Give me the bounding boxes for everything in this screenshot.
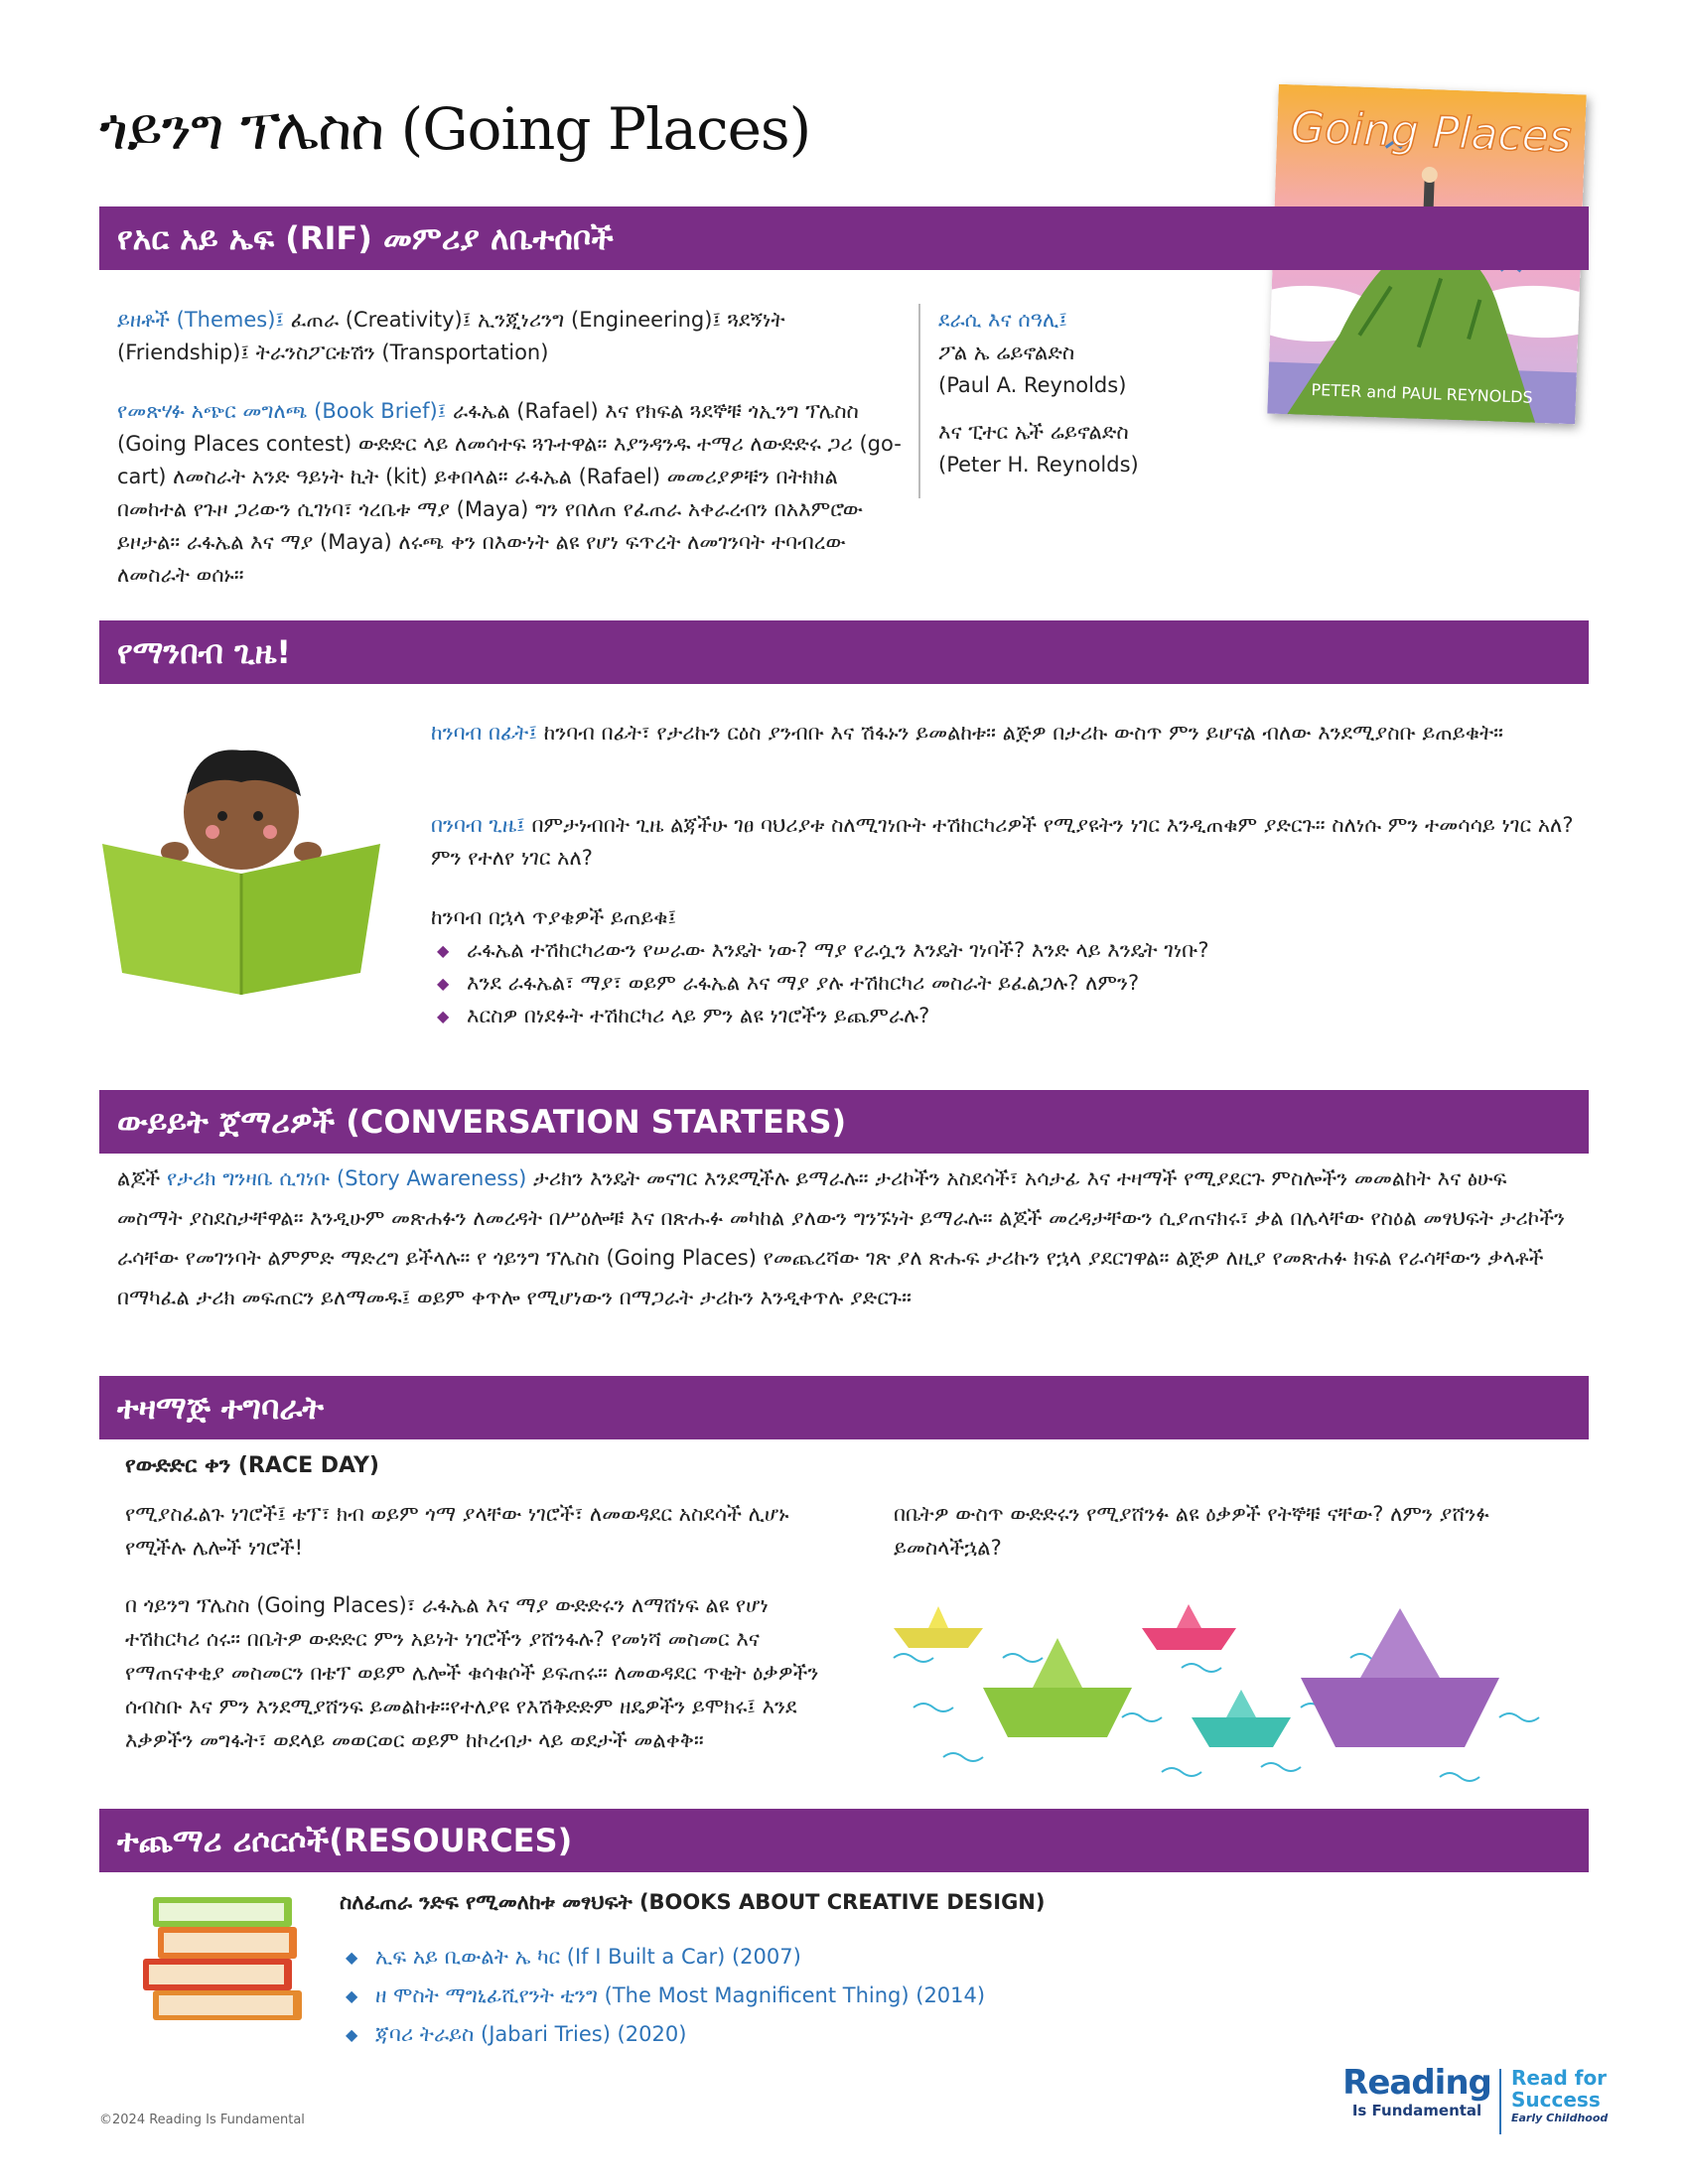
before-reading-label: ከንባብ በፊት፤ xyxy=(431,721,537,745)
book-stack-illustration xyxy=(133,1891,312,2030)
list-item: ◆ ራፋኤል ተሽከርካሪውን የሠራው እንዴት ነው? ማያ የራሷን እንዴት ገነባች? እንድ ላይ እንዴት ገነቡ? xyxy=(437,938,1209,962)
before-reading-text: ከንባብ በፊት፣ የታሪኩን ርዕስ ያንብቡ እና ሽፋኑን ይመልከቱ። ልጅዎ በታሪኩ ውስጥ ምን ይሆናል ብለው እንደሚያስቡ ይጠይቁት። xyxy=(543,721,1503,745)
list-item: ◆ እርስዎ በነደፉት ተሽከርካሪ ላይ ምን ልዩ ነገሮችን ይጨምራሉ? xyxy=(437,1004,930,1027)
list-item: ◆ ዘ ሞስት ማግኒፊሺየንት ቲንግ (The Most Magnificent Thing) (2014) xyxy=(346,1983,986,2007)
section-header-resources: ተጨማሪ ሪሶርሶች(RESOURCES) xyxy=(99,1809,1589,1872)
list-item: ◆ ጃባሪ ትራይስ (Jabari Tries) (2020) xyxy=(346,2022,687,2046)
conversation-intro: ልጆች xyxy=(117,1166,161,1190)
authors-block xyxy=(938,304,1236,481)
cover-authors: PETER and PAUL REYNOLDS xyxy=(1311,380,1533,407)
themes-label: ይዘቶች (Themes)፤ xyxy=(117,308,285,332)
rfs-logo-line3: Early Childhood xyxy=(1511,2112,1609,2124)
conversation-paragraph xyxy=(117,1159,1577,1317)
activity-question: በቤትዎ ውስጥ ውድድሩን የሚያሸንፉ ልዩ ዕቃዎች የትኞቹ ናቸው? ለምን ያሸንፉ ይመስላችኋል? xyxy=(894,1502,1489,1560)
rif-logo-line1: Reading xyxy=(1342,2063,1491,2103)
rfs-logo-line2: Success xyxy=(1511,2088,1601,2112)
question-text: እርስዎ በነደፉት ተሽከርካሪ ላይ ምን ልዩ ነገሮችን ይጨምራሉ? xyxy=(467,1004,930,1027)
paper-boats-illustration xyxy=(884,1598,1579,1797)
after-reading-label: ከንባብ በኋላ ጥያቄዎች ይጠይቁ፤ xyxy=(431,905,677,929)
rfs-logo-line1: Read for xyxy=(1511,2066,1608,2090)
logo-divider xyxy=(1499,2069,1501,2134)
after-reading-questions xyxy=(431,934,1583,1032)
during-reading-paragraph xyxy=(431,809,1583,875)
author-1: ፖል ኤ ሬይኖልድስ xyxy=(938,341,1075,364)
section-header-conversation-starters: ውይይት ጀማሪዎች (CONVERSATION STARTERS) xyxy=(99,1090,1589,1154)
section-header-rif-guide: የአር አይ ኤፍ (RIF) መምሪያ ለቤተሰቦች xyxy=(99,206,1589,270)
cover-title: Going Places xyxy=(1289,102,1573,163)
authors-label: ደራሲ እና ሰዓሊ፤ xyxy=(938,308,1067,332)
book-brief-paragraph xyxy=(117,395,902,592)
question-text: ራፋኤል ተሽከርካሪውን የሠራው እንዴት ነው? ማያ የራሷን እንዴት ገነባች? እንድ ላይ እንዴት ገነቡ? xyxy=(467,938,1209,962)
book-title[interactable]: ኢፍ አይ ቢውልት ኤ ካር (If I Built a Car) (2007) xyxy=(375,1945,801,1969)
list-item: ◆ እንደ ራፋኤል፣ ማያ፣ ወይም ራፋኤል እና ማያ ያሉ ተሽከርካሪ መስራት ይፈልጋሉ? ለምን? xyxy=(437,971,1140,995)
reading-child-illustration xyxy=(97,735,385,1003)
book-brief-label: የመጽሃፉ አጭር መግለጫ (Book Brief)፤ xyxy=(117,399,447,423)
book-brief-text: ራፋኤል (Rafael) እና የክፍል ጓደኞቹ ጎኢንግ ፕሌስስ (Going Places contest) ውድድር ላይ ለመሳተፍ ጓጉተዋል። እያንዳንዱ ተማሪ ለውድድሩ ጋሪ (go-cart) ለመስራት አንድ ዓይነት ኪት (kit) ይቀበላል። ራፋኤል (Rafael) መመሪያዎቹን በትክክል በመከተል የጉዞ ጋሪውን ሲገነባ፣ ጎረቤቱ ማያ (Maya) ግን የበለጠ የፈጠራ አቀራረብን በአእምሮው ይዞታል። ራፋኤል እና ማያ (Maya) ለሩጫ ቀን በእውነት ልዩ የሆነ ፍጥረት ለመገንባት ተባብረው ለመስራት ወሰኑ። xyxy=(117,399,902,587)
section-header-related-activities: ተዛማጅ ተግባራት xyxy=(99,1376,1589,1439)
story-awareness-label: የታሪክ ግንዛቤ ሲገነቡ (Story Awareness) xyxy=(166,1166,527,1190)
resource-books-list xyxy=(340,1938,1233,2054)
section-header-reading-time: የማንበብ ጊዜ! xyxy=(99,620,1589,684)
rif-logo-line2: Is Fundamental xyxy=(1351,2102,1482,2119)
question-text: እንደ ራፋኤል፣ ማያ፣ ወይም ራፋኤል እና ማያ ያሉ ተሽከርካሪ መስራት ይፈልጋሉ? ለምን? xyxy=(467,971,1140,995)
before-reading-paragraph xyxy=(431,717,1583,750)
author-2-english: (Peter H. Reynolds) xyxy=(938,453,1139,477)
list-item: ◆ ኢፍ አይ ቢውልት ኤ ካር (If I Built a Car) (2007) xyxy=(346,1945,801,1969)
themes-text: ፈጠራ (Creativity)፤ ኢንጂነሪንግ (Engineering)፤ ጓደኝነት (Friendship)፤ ትራንስፖርቴሽን (Transportation) xyxy=(117,308,785,364)
during-reading-label: በንባብ ጊዜ፤ xyxy=(431,813,525,837)
book-title[interactable]: ዘ ሞስት ማግኒፊሺየንት ቲንግ (The Most Magnificent Thing) (2014) xyxy=(375,1983,986,2007)
activity-needs: የሚያስፈልጉ ነገሮች፤ ቴፕ፣ ክብ ወይም ጎማ ያላቸው ነገሮች፣ ለመወዳደር አስደሳች ሊሆኑ የሚችሉ ሌሎች ነገሮች! xyxy=(125,1502,789,1560)
author-1-english: (Paul A. Reynolds) xyxy=(938,373,1127,397)
copyright-text: ©2024 Reading Is Fundamental xyxy=(99,2113,305,2127)
conversation-text: ታሪክን እንዴት መናገር እንደሚችሉ ይማራሉ። ታሪኮችን አስደሳች፣ አሳታፊ እና ተዛማች የሚያደርጉ ምስሎችን መመልከት እና ፅሁፍ መስማት ያስደስታቸዋል። እንዲሁም መጽሐፉን ለመረዳት በሥዕሎቹ እና በጽሑፉ መካከል ያለውን ግንኙነት ይማራሉ። ልጆች መረዳታቸውን ሲያጠናክሩ፣ ቃል በሌላቸው የስዕል መፃህፍት ታሪኮችን ራሳቸው የመገንባት ልምምድ ማድረግ ይችላሉ። የ ጎይንግ ፕሌስስ (Going Places) የመጨረሻው ገጽ ያለ ጽሑፍ ታሪኩን የኋላ ያደርገዋል። ልጅዎ ለዚያ የመጽሐፉ ክፍል የራሳቸውን ቃላቶች በማካፈል ታሪክ መፍጠርን ይለማመዱ፤ ወይም ቀጥሎ የሚሆነውን በማጋራት ታሪኩን እንዲቀጥሉ ያድርጉ። xyxy=(117,1166,1566,1309)
activity-subtitle: የውድድር ቀን (RACE DAY) xyxy=(125,1453,379,1478)
column-divider xyxy=(918,304,920,498)
rif-logo xyxy=(1342,2065,1491,2120)
activity-body: በ ጎይንግ ፕሌስስ (Going Places)፣ ራፋኤል እና ማያ ውድድሩን ለማሸነፍ ልዩ የሆነ ተሽከርካሪ ሰሩ። በቤትዎ ውድድር ምን አይነት ነገሮችን ያሸንፋሉ? የመነሻ መስመር እና የማጠናቀቂያ መስመርን በቴፕ ወይም ሌሎች ቁሳቁሶች ይፍጠሩ። ለመወዳደር ጥቂት ዕቃዎችን ሰብስቡ እና ምን እንደሚያሸንፍ ይመልከቱ።የተለያዩ የእሽቅድድም ዘዴዎችን ይሞክሩ፤ እንደ እቃዎችን መግፋት፣ ወደላይ መወርወር ወይም ከኮረብታ ላይ ወደታች መልቀቅ። xyxy=(125,1593,819,1752)
resources-subtitle: ስለፈጠራ ንድፍ የሚመለከቱ መፃህፍት (BOOKS ABOUT CREATIVE DESIGN) xyxy=(340,1890,1046,1914)
read-for-success-logo xyxy=(1511,2067,1630,2126)
author-2: እና ፒተር ኤች ሬይኖልድስ xyxy=(938,420,1129,444)
page-title: ጎይንግ ፕሌስስ (Going Places) xyxy=(99,95,811,163)
during-reading-text: በምታነብበት ጊዜ ልጃችሁ ገፀ ባህሪያቱ ስለሚገነቡት ተሽከርካሪዎች የሚያዩትን ነገር እንዲጠቁም ያድርጉ። ስለነሱ ምን ተመሳሳይ ነገር አለ? ምን የተለየ ነገር አለ? xyxy=(431,813,1574,870)
book-title[interactable]: ጃባሪ ትራይስ (Jabari Tries) (2020) xyxy=(375,2022,687,2046)
themes-paragraph xyxy=(117,304,902,369)
